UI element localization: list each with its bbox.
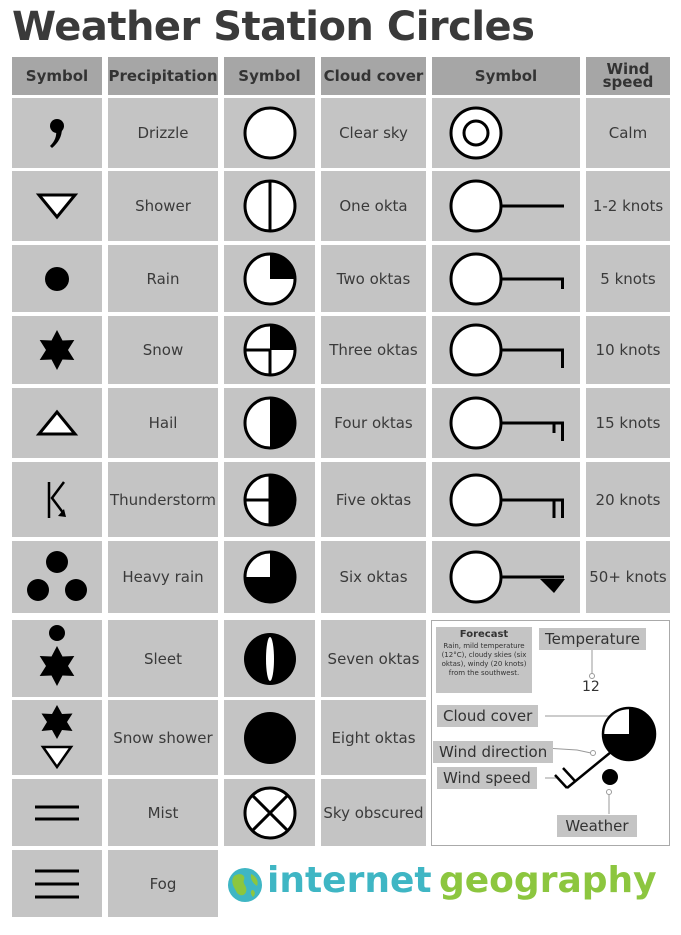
symbol-six-oktas xyxy=(224,541,315,613)
precip-label: Mist xyxy=(108,779,218,846)
wind-label: 50+ knots xyxy=(586,541,670,613)
symbol-heavy-rain xyxy=(12,541,102,613)
two-oktas-icon xyxy=(242,251,298,307)
symbol-hail xyxy=(12,388,102,458)
hail-icon xyxy=(35,408,79,438)
fog-icon xyxy=(33,867,81,901)
eight-oktas-icon xyxy=(242,710,298,766)
internet-geography-logo xyxy=(224,860,674,912)
wind-direction-label: Wind direction xyxy=(433,741,553,763)
calm-icon xyxy=(448,105,504,161)
logo-word-internet: internet xyxy=(267,860,432,901)
wind-speed-label: Wind speed xyxy=(437,767,537,789)
precip-label: Shower xyxy=(108,171,218,241)
wind-5-knots-icon xyxy=(448,251,566,307)
wind-label: 1-2 knots xyxy=(586,171,670,241)
symbol-five-oktas xyxy=(224,462,315,537)
wind-50-plus-knots-icon xyxy=(448,549,566,605)
symbol-calm xyxy=(432,98,580,168)
cloud-label: Four oktas xyxy=(321,388,426,458)
cloud-label: One okta xyxy=(321,171,426,241)
globe-icon xyxy=(226,866,264,904)
cloud-label: Five oktas xyxy=(321,462,426,537)
precip-label: Snow shower xyxy=(108,700,218,775)
wind-label: 15 knots xyxy=(586,388,670,458)
one-okta-icon xyxy=(242,178,298,234)
symbol-clear-sky xyxy=(224,98,315,168)
wind-label: 20 knots xyxy=(586,462,670,537)
cloud-label: Two oktas xyxy=(321,245,426,312)
cloud-label: Six oktas xyxy=(321,541,426,613)
symbol-seven-oktas xyxy=(224,620,315,697)
mist-icon xyxy=(33,801,81,825)
logo-word-geography: geography xyxy=(439,860,657,901)
wind-1-2-knots-icon xyxy=(448,178,566,234)
symbol-sleet xyxy=(12,620,102,697)
sky-obscured-icon xyxy=(242,785,298,841)
symbol-mist xyxy=(12,779,102,846)
precip-label: Sleet xyxy=(108,620,218,697)
header-precipitation: Precipitation xyxy=(108,57,218,95)
symbol-three-oktas xyxy=(224,316,315,384)
cloud-cover-label: Cloud cover xyxy=(437,705,538,727)
symbol-one-okta xyxy=(224,171,315,241)
header-cloud-cover: Cloud cover xyxy=(321,57,426,95)
symbol-15-knots xyxy=(432,388,580,458)
symbol-10-knots xyxy=(432,316,580,384)
cloud-label: Eight oktas xyxy=(321,700,426,775)
precip-label: Hail xyxy=(108,388,218,458)
sleet-icon xyxy=(35,624,79,694)
wind-10-knots-icon xyxy=(448,322,566,378)
wind-20-knots-icon xyxy=(448,472,566,528)
cloud-label: Seven oktas xyxy=(321,620,426,697)
heavy-rain-icon xyxy=(24,549,90,605)
rain-icon xyxy=(42,264,72,294)
symbol-eight-oktas xyxy=(224,700,315,775)
seven-oktas-icon xyxy=(242,631,298,687)
wind-label: 10 knots xyxy=(586,316,670,384)
thunderstorm-icon xyxy=(42,478,72,522)
symbol-snow-shower xyxy=(12,700,102,775)
page-title: Weather Station Circles xyxy=(12,4,535,50)
header-symbol-precip: Symbol xyxy=(12,57,102,95)
symbol-snow xyxy=(12,316,102,384)
wind-label: Calm xyxy=(586,98,670,168)
symbol-four-oktas xyxy=(224,388,315,458)
snow-star-icon xyxy=(35,328,79,372)
example-station-diagram xyxy=(431,620,670,846)
forecast-title: Forecast xyxy=(459,629,509,640)
symbol-fog xyxy=(12,850,102,917)
precip-label: Thunderstorm xyxy=(108,462,218,537)
symbol-drizzle xyxy=(12,98,102,168)
symbol-50-plus-knots xyxy=(432,541,580,613)
precip-label: Snow xyxy=(108,316,218,384)
cloud-label: Three oktas xyxy=(321,316,426,384)
six-oktas-icon xyxy=(242,549,298,605)
precip-label: Rain xyxy=(108,245,218,312)
precip-label: Fog xyxy=(108,850,218,917)
symbol-1-2-knots xyxy=(432,171,580,241)
precip-label: Heavy rain xyxy=(108,541,218,613)
header-symbol-wind: Symbol xyxy=(432,57,580,95)
four-oktas-icon xyxy=(242,395,298,451)
symbol-5-knots xyxy=(432,245,580,312)
header-symbol-cloud: Symbol xyxy=(224,57,315,95)
drizzle-icon xyxy=(42,113,72,153)
cloud-label: Clear sky xyxy=(321,98,426,168)
weather-label: Weather xyxy=(557,815,637,837)
header-wind-speed: Wind speed xyxy=(586,57,670,95)
symbol-shower xyxy=(12,171,102,241)
clear-sky-icon xyxy=(242,105,298,161)
wind-label: 5 knots xyxy=(586,245,670,312)
cloud-label: Sky obscured xyxy=(321,779,426,846)
symbol-20-knots xyxy=(432,462,580,537)
shower-icon xyxy=(35,191,79,221)
five-oktas-icon xyxy=(242,472,298,528)
symbol-thunderstorm xyxy=(12,462,102,537)
symbol-two-oktas xyxy=(224,245,315,312)
snow-shower-icon xyxy=(35,703,79,773)
wind-15-knots-icon xyxy=(448,395,566,451)
temperature-label: Temperature xyxy=(539,628,646,650)
symbol-sky-obscured xyxy=(224,779,315,846)
three-oktas-icon xyxy=(242,322,298,378)
symbol-rain xyxy=(12,245,102,312)
forecast-text: Rain, mild temperature (12°C), cloudy skies (six oktas), windy (20 knots) from the southwest. xyxy=(441,642,527,677)
precip-label: Drizzle xyxy=(108,98,218,168)
temperature-value: 12 xyxy=(582,679,600,695)
